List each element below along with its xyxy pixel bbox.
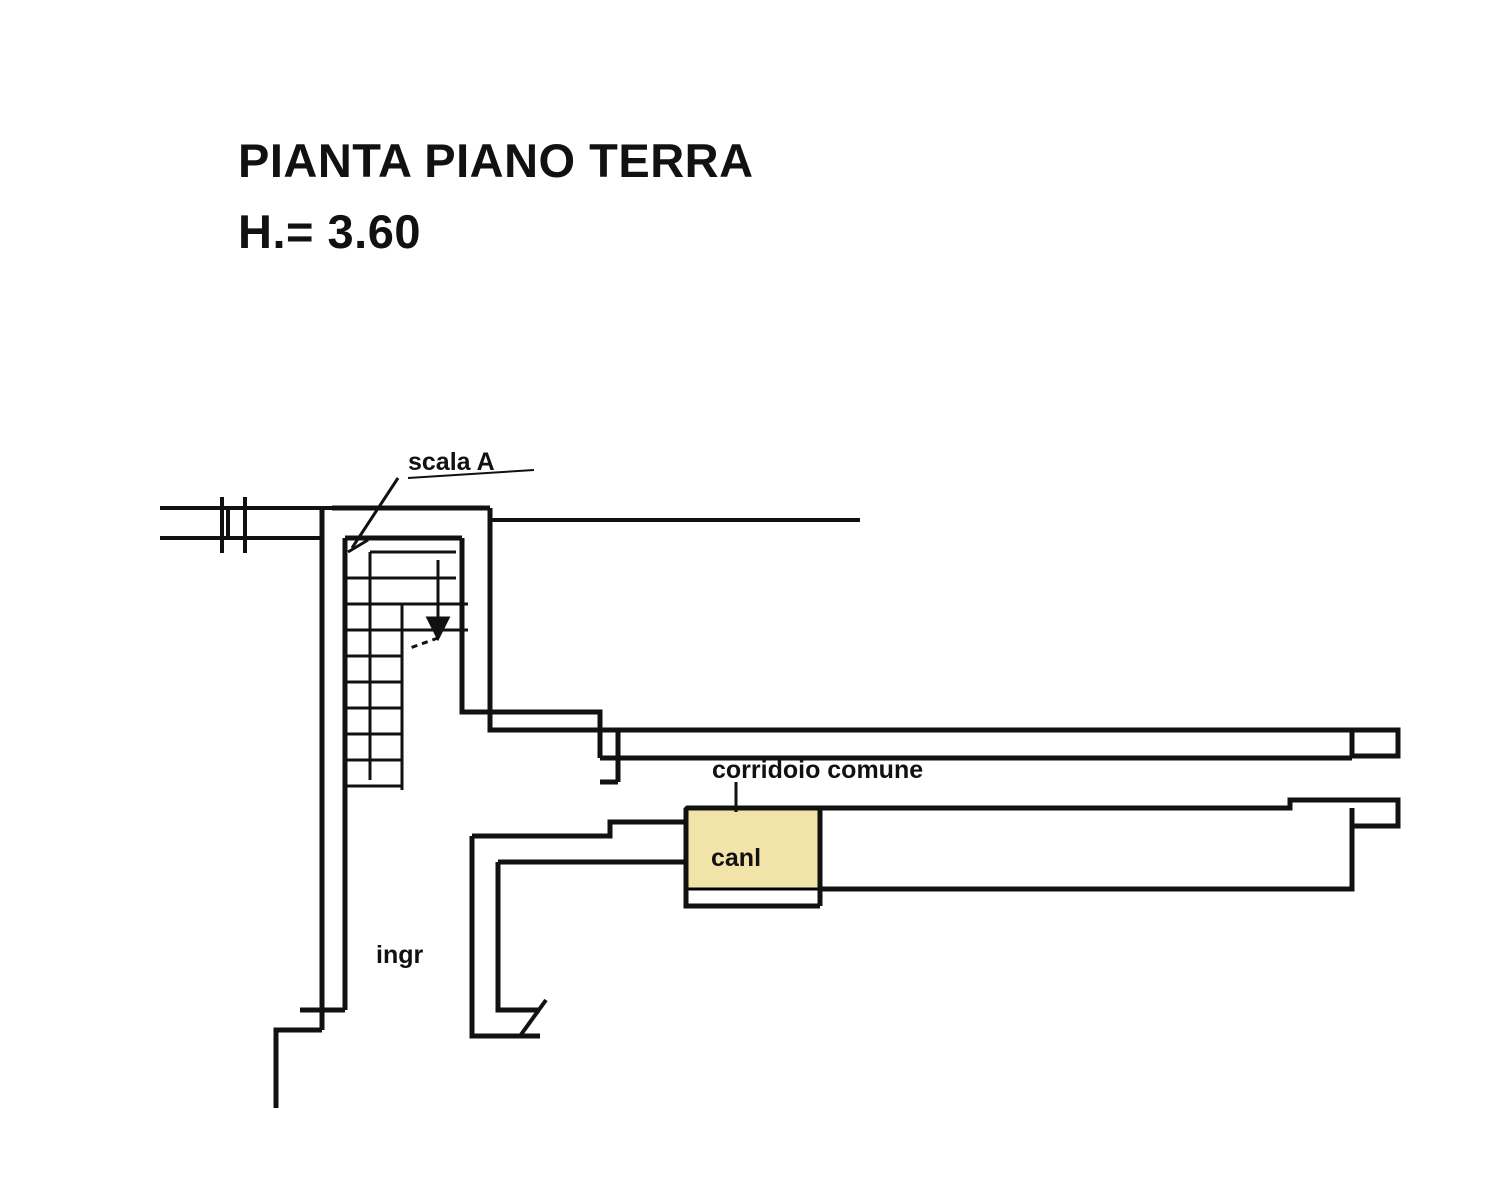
plan-height-note: H.= 3.60 xyxy=(238,205,421,259)
label-ingr: ingr xyxy=(376,941,424,969)
label-canl: canl xyxy=(711,844,762,872)
door-symbol xyxy=(520,1000,546,1036)
plan-title: PIANTA PIANO TERRA xyxy=(238,134,754,187)
label-scala-a: scala A xyxy=(408,448,495,476)
upper-left-wall xyxy=(160,497,332,553)
entrance-hall-walls xyxy=(472,822,686,1036)
stairwell-walls xyxy=(276,508,618,1108)
common-corridor-walls xyxy=(618,730,1398,758)
label-corridoio-comune: corridoio comune xyxy=(712,756,924,784)
scala-a-leader xyxy=(348,478,398,552)
stair-treads xyxy=(345,552,468,790)
